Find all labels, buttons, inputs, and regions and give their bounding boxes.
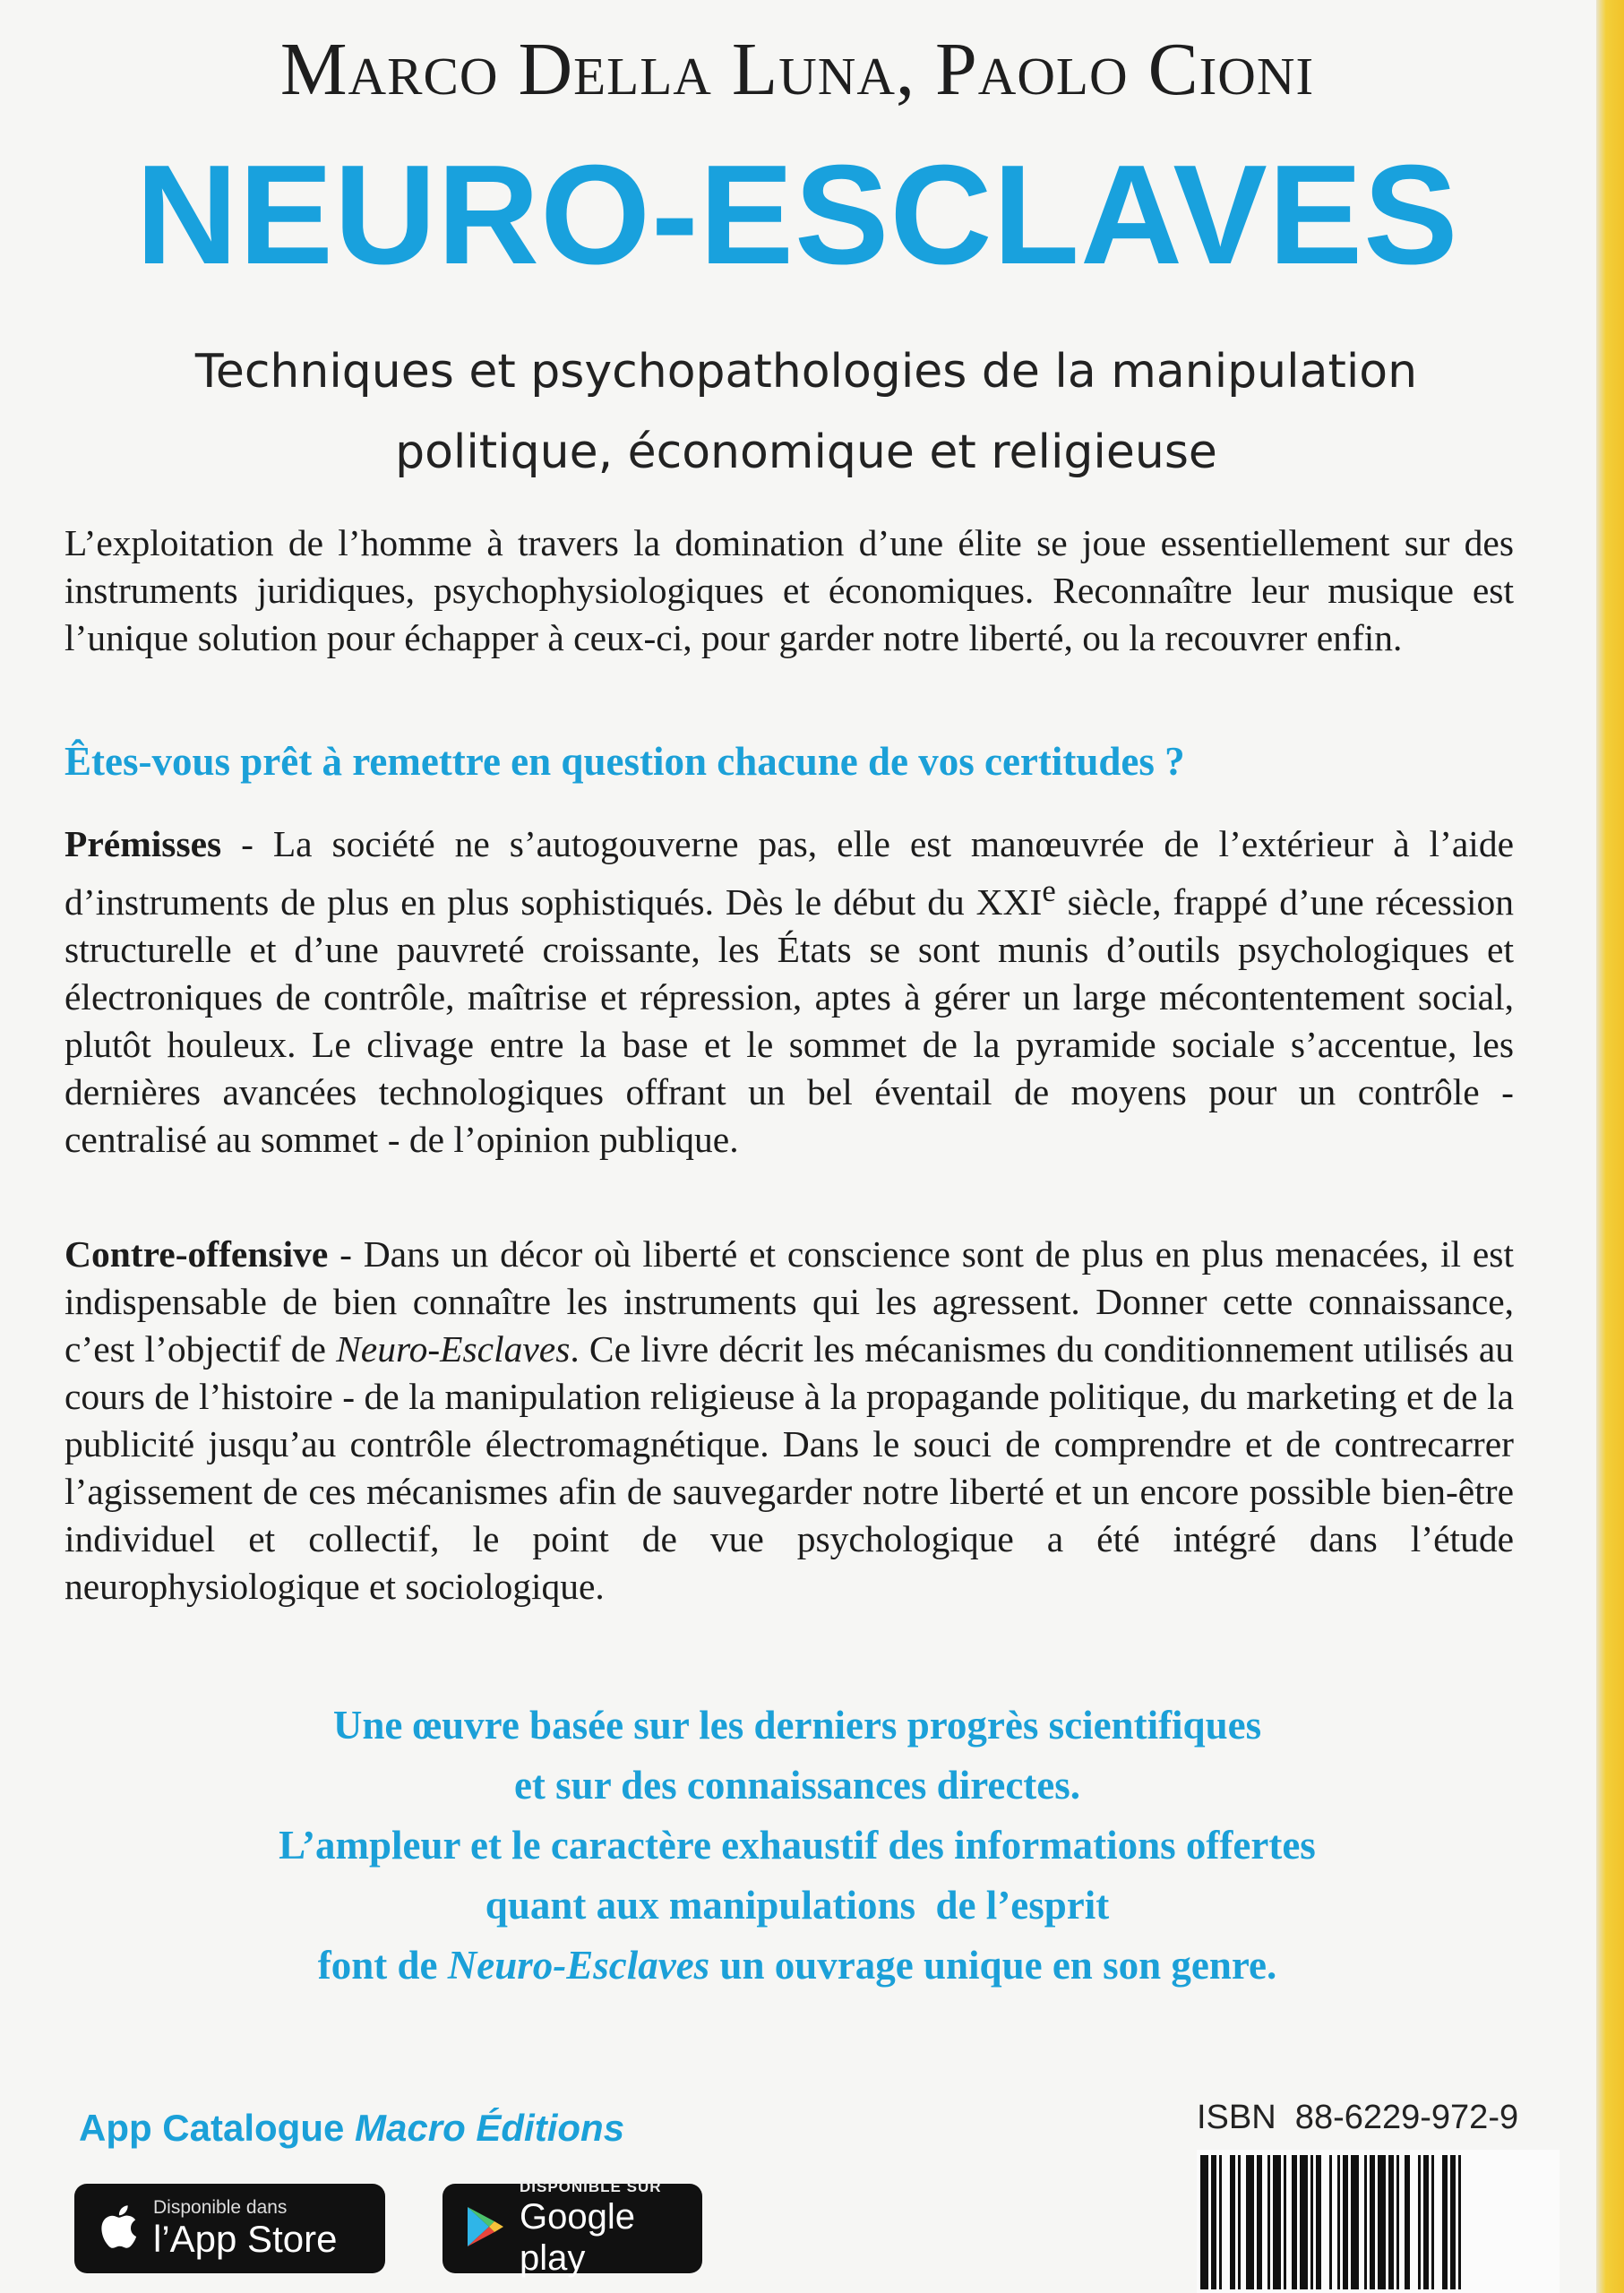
- barcode-bar: [1292, 2155, 1297, 2289]
- tagline-question: Êtes-vous prêt à remettre en question chacune de vos certitudes ?: [64, 739, 1185, 784]
- closing-book-title: Neuro-Esclaves: [447, 1943, 710, 1988]
- barcode-bar: [1351, 2155, 1359, 2289]
- barcode-bar: [1329, 2155, 1332, 2289]
- barcode-bar: [1364, 2155, 1367, 2289]
- barcode-bar: [1442, 2155, 1448, 2289]
- contre-offensive-text-2: . Ce livre décrit les mécanismes du conditionnement utilisés au cours de l’histoire - de la manipulation religieuse à la propagande politique, du marketing et de la publicité jusqu’au contrôle électromagnétique. Dans le souci de comprendre et de contrecarrer l’agissement de ces mécanismes afin de sauvegarder notre liberté et un encore possible bien-être individuel et collectif, le point de vue psychologique a été intégré dans l’étude neurophysiologique et sociologique.: [64, 1328, 1514, 1607]
- barcode-bar: [1257, 2155, 1262, 2289]
- barcode-bar: [1370, 2155, 1375, 2289]
- barcode-bar: [1267, 2155, 1270, 2289]
- contre-offensive-book-title: Neuro-Esclaves: [336, 1328, 571, 1370]
- barcode-bar: [1300, 2155, 1308, 2289]
- barcode-bar: [1211, 2155, 1216, 2289]
- closing-line-5: [81, 1936, 1514, 1996]
- google-play-badge[interactable]: [443, 2178, 702, 2278]
- premisses-lead: Prémisses: [64, 823, 222, 864]
- authors: Marco Della Luna, Paolo Cioni: [279, 28, 1315, 111]
- contre-offensive-lead: Contre-offensive: [64, 1233, 329, 1275]
- barcode-bar: [1343, 2155, 1348, 2289]
- barcode-bar: [1450, 2155, 1456, 2289]
- app-catalogue-label: [79, 2107, 624, 2150]
- spine-edge: [1596, 0, 1624, 2293]
- closing-line-2: et sur des connaissances directes.: [513, 1763, 1081, 1808]
- app-store-texts: [153, 2197, 337, 2260]
- premisses-text-2: siècle, frappé d’une récession structurelle et d’une pauvreté croissante, les États se sont munis d’outils psychologiques et électroniques de contrôle, maîtrise et répression, aptes à gérer un large mécontentement social, plutôt houleux. Le clivage entre la base et le sommet de la pyramide sociale s’accentue, les dernières avancées technologiques offrant un bel éventail de moyens pour un contrôle - centralisé au sommet - de l’opinion publique.: [64, 880, 1514, 1160]
- google-play-big-text: Google play: [520, 2197, 635, 2278]
- subtitle-line-1: Techniques et psychopathologies de la manipulation: [194, 345, 1418, 399]
- barcode-bar: [1458, 2155, 1461, 2289]
- barcode-bar: [1405, 2155, 1410, 2289]
- barcode-bar: [1418, 2155, 1421, 2289]
- isbn-number: ISBN 88-6229-972-9: [1197, 2099, 1519, 2136]
- barcode-bar: [1246, 2155, 1254, 2289]
- barcode-bar: [1238, 2155, 1241, 2289]
- app-store-big-text: l’App Store: [153, 2218, 338, 2260]
- barcode-bar: [1396, 2155, 1399, 2289]
- subtitle-line-2: politique, économique et religieuse: [395, 425, 1217, 479]
- app-store-small-text: Disponible dans: [153, 2197, 288, 2218]
- barcode-bar: [1273, 2155, 1281, 2289]
- app-catalogue-text: App Catalogue: [79, 2107, 356, 2149]
- premisses-superscript: e: [1042, 874, 1056, 908]
- contre-offensive-paragraph: [64, 1231, 1514, 1610]
- subtitle: [54, 331, 1559, 493]
- barcode-bar: [1230, 2155, 1235, 2289]
- barcode-bar: [1310, 2155, 1313, 2289]
- closing-line-4: quant aux manipulations de l’esprit: [485, 1883, 1110, 1928]
- barcode-bar: [1200, 2155, 1208, 2289]
- google-play-small-text: DISPONIBLE SUR: [520, 2178, 662, 2195]
- barcode-bar: [1337, 2155, 1340, 2289]
- barcode-bar: [1431, 2155, 1434, 2289]
- intro-paragraph: L’exploitation de l’homme à travers la domination d’une élite se joue essentiellement sur des instruments juridiques, psychophysiologiques et économiques. Reconnaître leur musique est l’unique solution pour échapper à ceux-ci, pour garder notre liberté, ou la recouvrer enfin.: [64, 522, 1514, 658]
- barcode-bar: [1378, 2155, 1386, 2289]
- book-title: NEURO-ESCLAVES: [135, 136, 1459, 294]
- app-store-badge[interactable]: [74, 2184, 385, 2273]
- premisses-paragraph: [64, 820, 1514, 1164]
- closing-line-3: L’ampleur et le caractère exhaustif des informations offertes: [279, 1823, 1316, 1868]
- barcode: [1197, 2150, 1560, 2293]
- barcode-bar: [1423, 2155, 1429, 2289]
- barcode-bar: [1284, 2155, 1286, 2289]
- google-play-logo-icon: [466, 2205, 505, 2253]
- publisher-name: Macro Éditions: [355, 2107, 625, 2149]
- closing-blurb: [81, 1696, 1514, 1996]
- barcode-bar: [1316, 2155, 1321, 2289]
- contre-offensive-text-1: - Dans un décor où liberté et conscience sont de plus en plus menacées, il est indispensable de bien connaître les instruments qui les agressent. Donner cette connaissance, c’est l’objectif de: [64, 1233, 1514, 1370]
- apple-logo-icon: [98, 2202, 139, 2256]
- barcode-bar: [1219, 2155, 1222, 2289]
- closing-line-5-after: un ouvrage unique en son genre.: [709, 1943, 1277, 1988]
- barcode-bar: [1388, 2155, 1394, 2289]
- barcode-graphic: [1197, 2150, 1560, 2293]
- google-play-texts: [520, 2178, 702, 2279]
- closing-line-1: Une œuvre basée sur les derniers progrès scientifiques: [332, 1703, 1262, 1748]
- closing-line-5-before: font de: [317, 1943, 448, 1988]
- premisses-text-1: - La société ne s’autogouverne pas, elle est manœuvrée de l’extérieur à l’aide d’instruments de plus en plus sophistiqués. Dès le début du XXI: [64, 823, 1514, 923]
